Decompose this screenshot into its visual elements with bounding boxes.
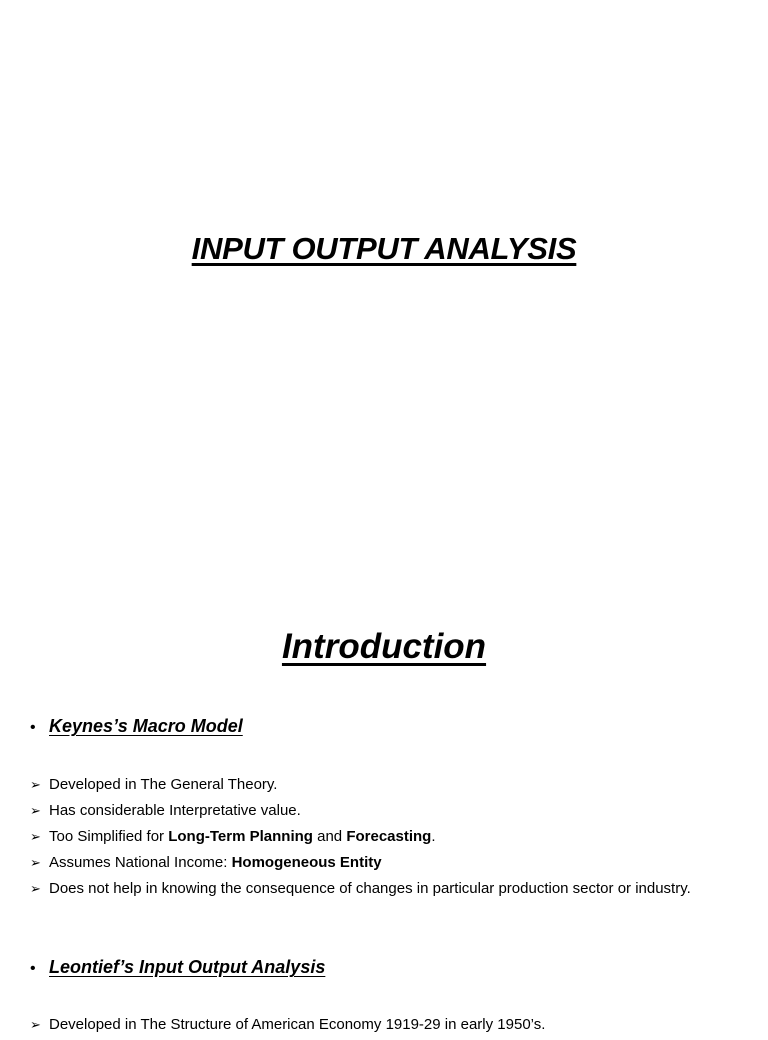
list-item-emphasis: Forecasting bbox=[346, 828, 432, 845]
list-item-text: Has considerable Interpretative value. bbox=[49, 802, 301, 819]
list-item-text: . bbox=[431, 828, 436, 845]
list-item bbox=[30, 878, 735, 900]
bullet-dot-icon: • bbox=[30, 960, 36, 977]
list-item bbox=[30, 852, 735, 874]
section-leontief bbox=[30, 957, 325, 978]
arrow-bullet-icon: ➢ bbox=[30, 881, 41, 896]
list-item-emphasis: Homogeneous Entity bbox=[231, 854, 382, 871]
arrow-bullet-icon: ➢ bbox=[30, 829, 41, 844]
list-item bbox=[30, 800, 735, 822]
list-item-text: Developed in The Structure of American Economy 1919-29 in early 1950’s. bbox=[49, 1016, 546, 1033]
introduction-heading: Introduction bbox=[281, 627, 487, 666]
section-keynes-heading: Keynes’s Macro Model bbox=[49, 716, 243, 736]
section-leontief-heading: Leontief’s Input Output Analysis bbox=[49, 957, 326, 977]
list-item-text: Does not help in knowing the consequence of changes in particular production sector or industry. bbox=[49, 880, 691, 897]
leontief-bullet-list bbox=[30, 1014, 735, 1040]
list-item bbox=[30, 826, 735, 848]
keynes-bullet-list bbox=[30, 774, 735, 904]
slide-title: INPUT OUTPUT ANALYSIS bbox=[191, 231, 577, 266]
list-item-text: Assumes National Income: bbox=[49, 854, 232, 871]
arrow-bullet-icon: ➢ bbox=[30, 777, 41, 792]
section-keynes bbox=[30, 716, 243, 737]
list-item bbox=[30, 774, 735, 796]
arrow-bullet-icon: ➢ bbox=[30, 1017, 41, 1032]
list-item-text: Developed in The General Theory. bbox=[49, 776, 278, 793]
arrow-bullet-icon: ➢ bbox=[30, 803, 41, 818]
list-item-text: and bbox=[312, 828, 347, 845]
list-item bbox=[30, 1014, 735, 1036]
bullet-dot-icon: • bbox=[30, 719, 36, 736]
list-item-text: Too Simplified for bbox=[49, 828, 169, 845]
list-item-emphasis: Long-Term Planning bbox=[168, 828, 313, 845]
arrow-bullet-icon: ➢ bbox=[30, 855, 41, 870]
